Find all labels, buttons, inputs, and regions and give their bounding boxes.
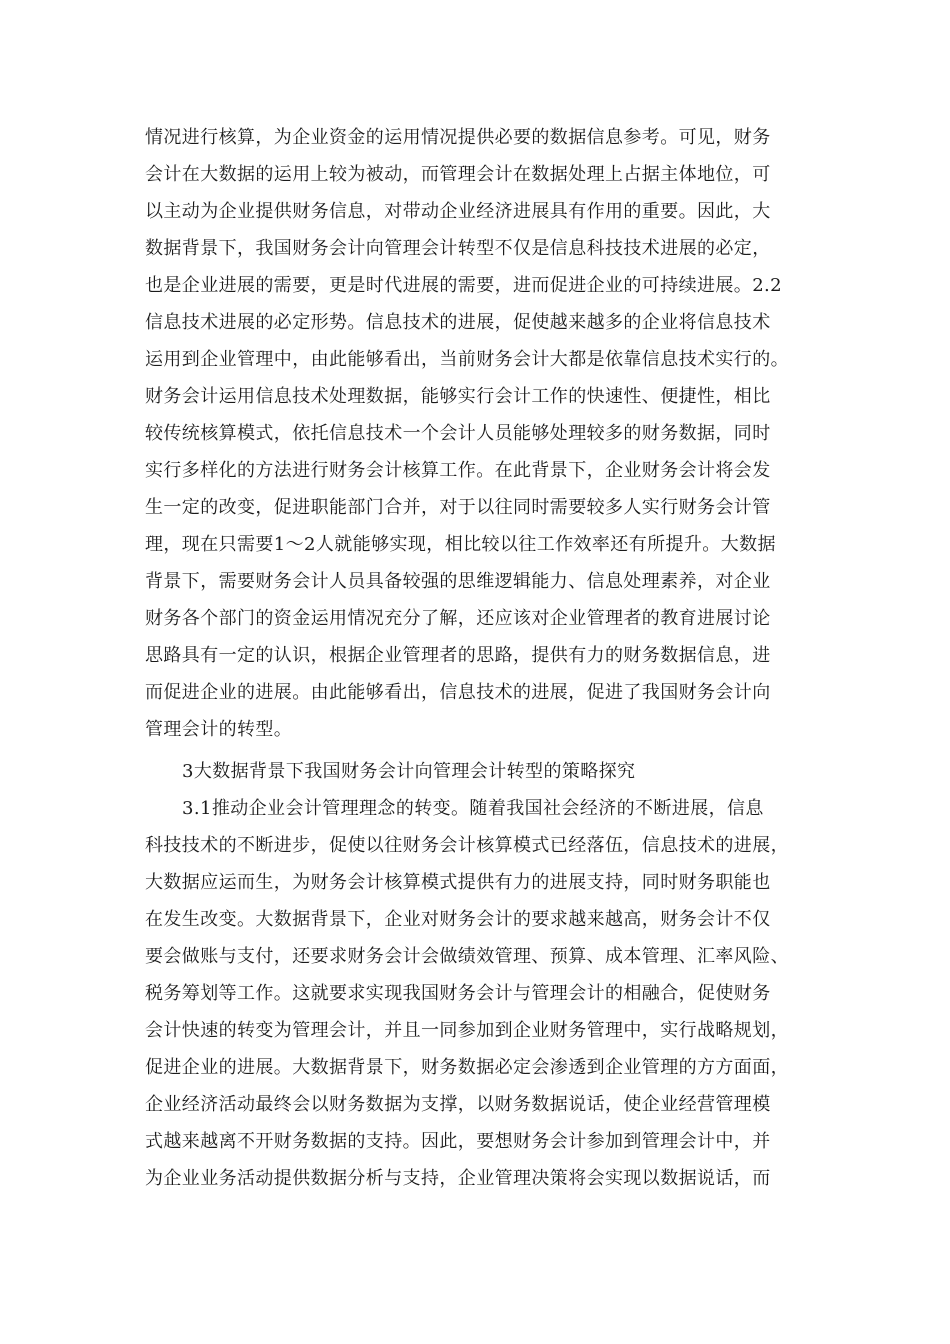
paragraph-line: 信息技术进展的必定形势。信息技术的进展，促使越来越多的企业将信息技术 xyxy=(145,312,771,333)
paragraph-line: 促进企业的进展。大数据背景下，财务数据必定会渗透到企业管理的方方面面， xyxy=(145,1057,789,1078)
paragraph-line: 3.1推动企业会计管理理念的转变。随着我国社会经济的不断进展，信息 xyxy=(182,798,764,819)
paragraph-line: 生一定的改变，促进职能部门合并，对于以往同时需要较多人实行财务会计管 xyxy=(145,497,771,518)
paragraph-line: 大数据应运而生，为财务会计核算模式提供有力的进展支持，同时财务职能也 xyxy=(145,872,771,893)
paragraph-line: 要会做账与支付，还要求财务会计会做绩效管理、预算、成本管理、汇率风险、 xyxy=(145,946,789,967)
paragraph-line: 背景下，需要财务会计人员具备较强的思维逻辑能力、信息处理素养，对企业 xyxy=(145,571,771,592)
paragraph-line: 也是企业进展的需要，更是时代进展的需要，进而促进企业的可持续进展。2.2 xyxy=(145,275,783,296)
paragraph-line: 而促进企业的进展。由此能够看出，信息技术的进展，促进了我国财务会计向 xyxy=(145,682,771,703)
paragraph-line: 税务筹划等工作。这就要求实现我国财务会计与管理会计的相融合，促使财务 xyxy=(145,983,771,1004)
paragraph-line: 实行多样化的方法进行财务会计核算工作。在此背景下，企业财务会计将会发 xyxy=(145,460,771,481)
paragraph-line: 理，现在只需要1～2人就能够实现，相比较以往工作效率还有所提升。大数据 xyxy=(145,534,776,555)
paragraph-line: 较传统核算模式，依托信息技术一个会计人员能够处理较多的财务数据，同时 xyxy=(145,423,771,444)
paragraph-line: 在发生改变。大数据背景下，企业对财务会计的要求越来越高，财务会计不仅 xyxy=(145,909,771,930)
paragraph-line: 数据背景下，我国财务会计向管理会计转型不仅是信息科技技术进展的必定， xyxy=(145,238,771,259)
paragraph-line: 以主动为企业提供财务信息，对带动企业经济进展具有作用的重要。因此，大 xyxy=(145,201,771,222)
paragraph-line: 企业经济活动最终会以财务数据为支撑，以财务数据说话，使企业经营管理模 xyxy=(145,1094,771,1115)
paragraph-line: 会计快速的转变为管理会计，并且一同参加到企业财务管理中，实行战略规划， xyxy=(145,1020,789,1041)
section-heading: 3大数据背景下我国财务会计向管理会计转型的策略探究 xyxy=(182,761,636,782)
paragraph-line: 会计在大数据的运用上较为被动，而管理会计在数据处理上占据主体地位，可 xyxy=(145,164,771,185)
paragraph-line: 管理会计的转型。 xyxy=(145,719,293,740)
paragraph-line: 为企业业务活动提供数据分析与支持，企业管理决策将会实现以数据说话，而 xyxy=(145,1168,771,1189)
paragraph-line: 财务会计运用信息技术处理数据，能够实行会计工作的快速性、便捷性，相比 xyxy=(145,386,771,407)
paragraph-line: 运用到企业管理中，由此能够看出，当前财务会计大都是依靠信息技术实行的。 xyxy=(145,349,789,370)
paragraph-line: 情况进行核算，为企业资金的运用情况提供必要的数据信息参考。可见，财务 xyxy=(145,127,771,148)
paragraph-line: 科技技术的不断进步，促使以往财务会计核算模式已经落伍，信息技术的进展， xyxy=(145,835,789,856)
paragraph-line: 思路具有一定的认识，根据企业管理者的思路，提供有力的财务数据信息，进 xyxy=(145,645,771,666)
paragraph-line: 财务各个部门的资金运用情况充分了解，还应该对企业管理者的教育进展讨论 xyxy=(145,608,771,629)
paragraph-line: 式越来越离不开财务数据的支持。因此，要想财务会计参加到管理会计中，并 xyxy=(145,1131,771,1152)
